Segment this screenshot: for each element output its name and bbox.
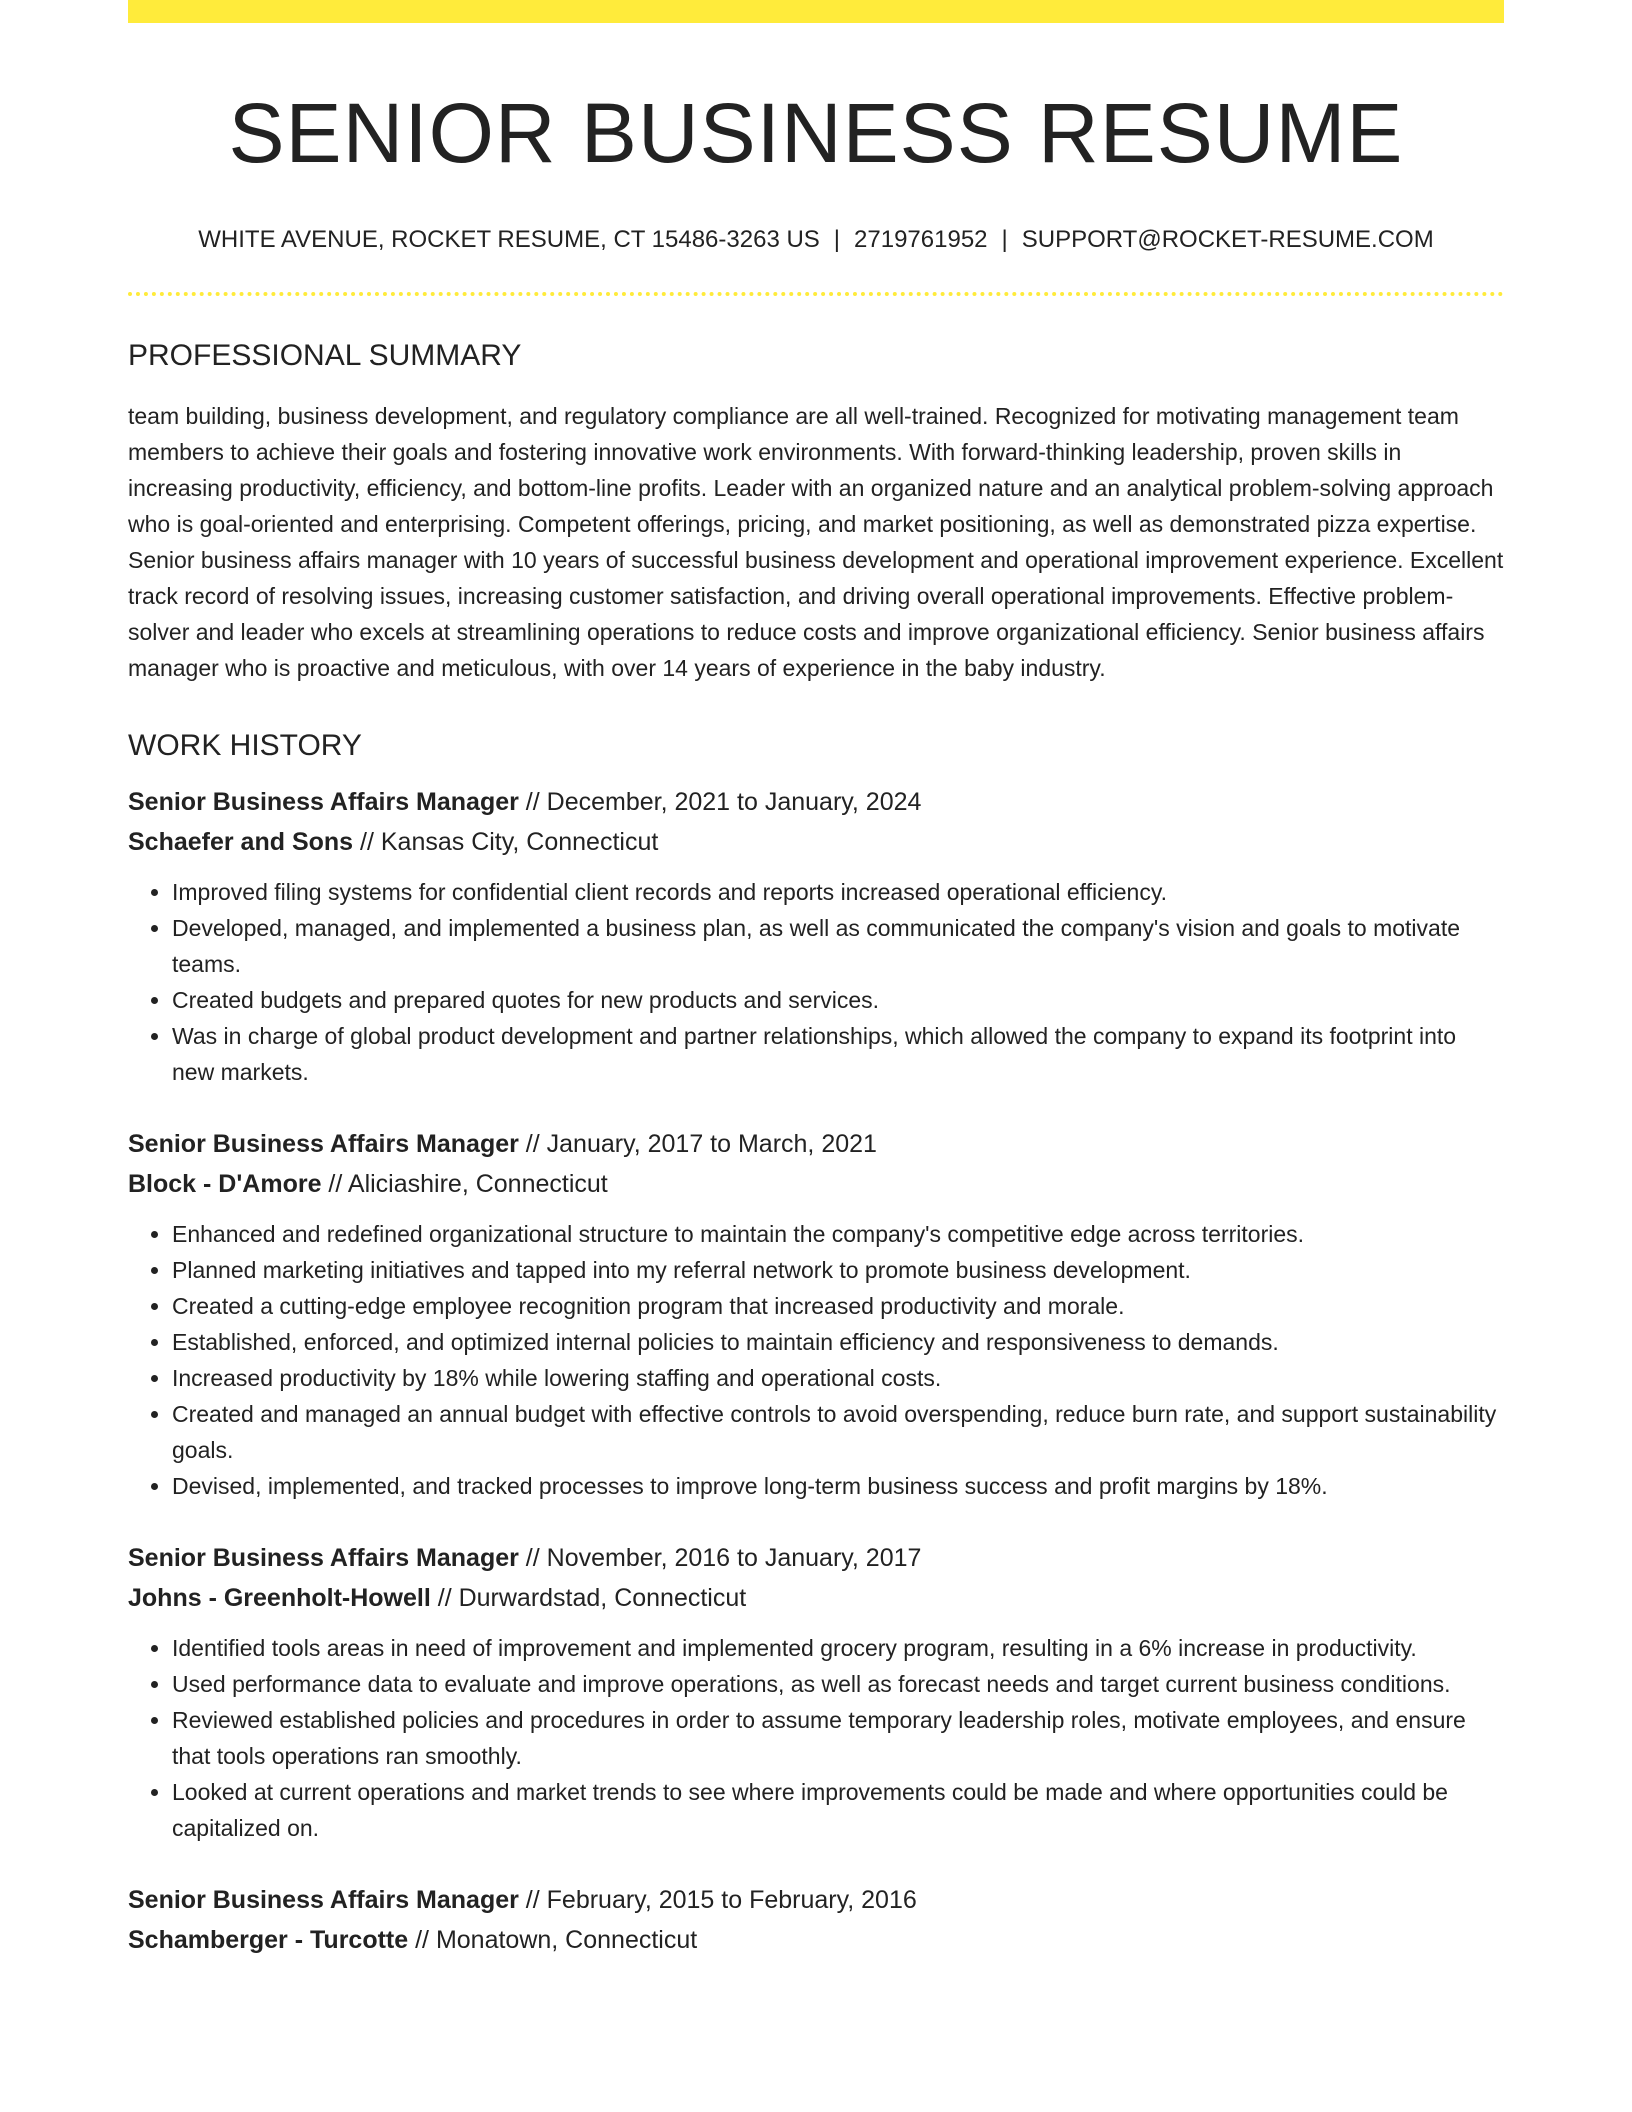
resume-title: SENIOR BUSINESS RESUME [228, 86, 1404, 180]
job-location: // Monatown, Connecticut [408, 1925, 698, 1954]
job-bullets [128, 874, 1504, 1090]
job-bullets [128, 1630, 1504, 1846]
job-dates: // December, 2021 to January, 2024 [518, 787, 922, 816]
job-bullets [128, 1216, 1504, 1504]
job-bullet: • Identified tools areas in need of improvement and implemented grocery program, resulting in a 6% increase in productivity. [172, 1630, 1504, 1666]
job-title-line [128, 1880, 1504, 1920]
job-company: Block - D'Amore [128, 1169, 322, 1198]
job-entry [128, 782, 1504, 1090]
resume-page [128, 0, 1504, 1960]
contact-separator: | [833, 225, 841, 253]
job-title-line [128, 1124, 1504, 1164]
job-bullet: • Created a cutting-edge employee recognition program that increased productivity and morale. [172, 1288, 1504, 1324]
job-title: Senior Business Affairs Manager [128, 1129, 519, 1158]
contact-separator: | [1001, 225, 1008, 253]
job-company: Johns - Greenholt-Howell [128, 1583, 431, 1612]
job-bullet: • Increased productivity by 18% while lowering staffing and operational costs. [172, 1360, 1504, 1396]
job-bullet: • Improved filing systems for confidential client records and reports increased operational efficiency. [172, 874, 1504, 910]
job-company: Schamberger - Turcotte [128, 1925, 409, 1954]
dotted-divider [128, 292, 1504, 296]
work-history-list [128, 782, 1504, 1960]
job-bullet: • Enhanced and redefined organizational structure to maintain the company's competitive edge across territories. [172, 1216, 1504, 1252]
job-bullet: • Planned marketing initiatives and tapped into my referral network to promote business development. [172, 1252, 1504, 1288]
summary-heading: PROFESSIONAL SUMMARY [128, 338, 522, 372]
job-company-line [128, 1578, 1504, 1618]
job-location: // Kansas City, Connecticut [353, 827, 659, 856]
job-company: Schaefer and Sons [128, 827, 354, 856]
job-title: Senior Business Affairs Manager [128, 1885, 519, 1914]
job-title-line [128, 1538, 1504, 1578]
job-title: Senior Business Affairs Manager [128, 787, 519, 816]
job-bullet: • Was in charge of global product development and partner relationships, which allowed the company to expand its footprint into new markets. [172, 1018, 1504, 1090]
job-bullet: • Developed, managed, and implemented a business plan, as well as communicated the company's vision and goals to motivate teams. [172, 910, 1504, 982]
contact-address: WHITE AVENUE, ROCKET RESUME, CT 15486-3263 US [198, 225, 820, 253]
job-entry [128, 1124, 1504, 1504]
summary-text: team building, business development, and regulatory compliance are all well-trained. Recognized for motivating management team members to achieve their goals and fostering innovative work environments. With forward-thinking leadership, proven skills in increasing productivity, efficiency, and bottom-line profits. Leader with an organized nature and an analytical problem-solving approach who is goal-oriented and enterprising. Competent offerings, pricing, and market positioning, as well as demonstrated pizza expertise. Senior business affairs manager with 10 years of successful business development and operational improvement experience. Excellent track record of resolving issues, increasing customer satisfaction, and driving overall operational improvements. Effective problem-solver and leader who excels at streamlining operations to reduce costs and improve organizational efficiency. Senior business affairs manager who is proactive and meticulous, with over 14 years of experience in the baby industry. [128, 402, 1504, 681]
job-title: Senior Business Affairs Manager [128, 1543, 519, 1572]
job-company-line [128, 1164, 1504, 1204]
job-bullet: • Created budgets and prepared quotes for new products and services. [172, 982, 1504, 1018]
work-history-heading: WORK HISTORY [128, 728, 362, 762]
top-accent-bar [128, 0, 1504, 23]
job-bullet: • Devised, implemented, and tracked processes to improve long-term business success and profit margins by 18%. [172, 1468, 1504, 1504]
job-dates: // January, 2017 to March, 2021 [518, 1129, 877, 1158]
job-company-line [128, 1920, 1504, 1960]
job-bullet: • Looked at current operations and market trends to see where improvements could be made and where opportunities could be capitalized on. [172, 1774, 1504, 1846]
job-company-line [128, 822, 1504, 862]
job-bullet: • Reviewed established policies and procedures in order to assume temporary leadership roles, motivate employees, and ensure that tools operations ran smoothly. [172, 1702, 1504, 1774]
job-bullet: • Created and managed an annual budget with effective controls to avoid overspending, reduce burn rate, and support sustainability goals. [172, 1396, 1504, 1468]
job-bullet: • Used performance data to evaluate and improve operations, as well as forecast needs and target current business conditions. [172, 1666, 1504, 1702]
job-location: // Aliciashire, Connecticut [321, 1169, 608, 1198]
job-dates: // February, 2015 to February, 2016 [518, 1885, 917, 1914]
job-bullet: • Established, enforced, and optimized internal policies to maintain efficiency and responsiveness to demands. [172, 1324, 1504, 1360]
job-entry [128, 1538, 1504, 1846]
contact-phone: 2719761952 [854, 225, 988, 253]
contact-email: SUPPORT@ROCKET-RESUME.COM [1021, 225, 1434, 253]
job-dates: // November, 2016 to January, 2017 [518, 1543, 922, 1572]
job-location: // Durwardstad, Connecticut [430, 1583, 747, 1612]
job-entry [128, 1880, 1504, 1960]
contact-line [128, 226, 1504, 255]
job-title-line [128, 782, 1504, 822]
